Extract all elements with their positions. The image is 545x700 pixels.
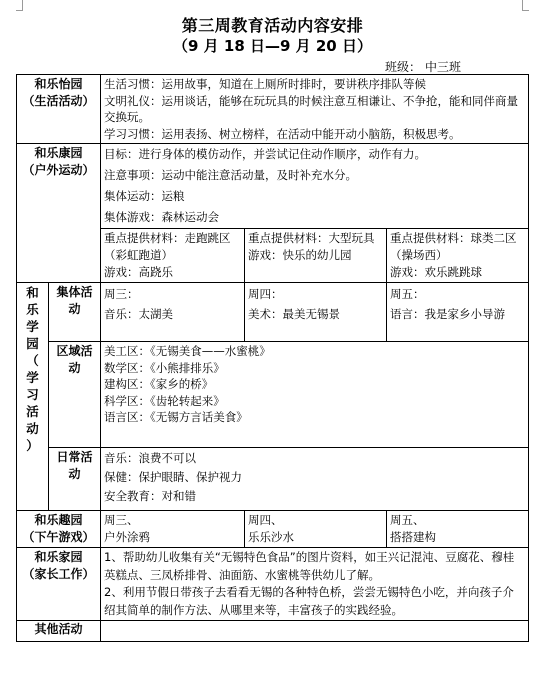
area-line: 数学区：《小熊排排乐》	[104, 360, 225, 375]
study-label-text	[20, 284, 45, 454]
study-label-char: （	[26, 353, 39, 368]
fun-day-cell: 周三、 户外涂鸦	[101, 511, 245, 548]
study-label-char: 学	[26, 319, 39, 334]
life-line: 文明礼仪：运用谈话，能够在玩玩具的时候注意互相谦让、不争抢，能和同伴商量交换玩。	[104, 93, 519, 124]
outdoor-line: 集体运动：运粮	[104, 189, 185, 203]
study-label-char: 活	[26, 404, 39, 419]
daily-line: 安全教育：对和错	[104, 489, 197, 503]
outdoor-line: 目标：进行身体的模仿动作，并尝试记住动作顺序，动作有力。	[104, 147, 427, 161]
page-corner-mark	[522, 0, 529, 11]
group-day-cell: 周五： 语言：我是家乡小导游	[387, 283, 529, 342]
fun-row	[17, 511, 529, 548]
area-line: 建构区：《家乡的桥》	[104, 377, 214, 391]
life-line: 生活习惯：运用故事，知道在上厕所时排时，要讲秩序排队等候	[104, 77, 427, 91]
study-label-char: 乐	[26, 302, 39, 317]
area-activity-label: 区域活动	[49, 342, 101, 448]
family-line: 2、利用节假日带孩子去看看无锡的各种特色桥，尝尝无锡特色小吃，并向孩子介绍其简单的制作方法、从哪里来等，丰富孩子的实践经验。	[104, 585, 514, 617]
date-range: （9 月 18 日—9 月 20 日）	[173, 37, 372, 55]
study-label-char: 动	[26, 421, 39, 436]
outdoor-label: 和乐康园 （户外运动）	[17, 144, 101, 283]
life-content	[101, 75, 529, 144]
area-line: 美工区：《无锡美食——水蜜桃》	[104, 344, 271, 358]
schedule-table	[16, 74, 529, 642]
area-line: 科学区：《齿轮转起来》	[104, 393, 225, 408]
daily-activity-content	[101, 448, 529, 511]
area-line: 语言区：《无锡方言话美食》	[104, 410, 248, 424]
study-label-char: 习	[26, 387, 39, 402]
other-content	[101, 621, 529, 642]
family-label: 和乐家园 （家长工作）	[17, 548, 101, 621]
other-row	[17, 621, 529, 642]
fun-day-cell: 周四、 乐乐沙水	[245, 511, 387, 548]
study-label-char: 学	[26, 370, 39, 385]
class-name: 中三班	[425, 60, 462, 74]
other-label: 其他活动	[17, 621, 101, 642]
outdoor-material-cell: 重点提供材料：走跑跳区（彩虹跑道） 游戏：高跷乐	[101, 229, 245, 283]
study-label-char: 园	[26, 336, 39, 351]
outdoor-material-cell: 重点提供材料：球类二区（操场西） 游戏：欢乐跳跳球	[387, 229, 529, 283]
daily-activity-row	[17, 448, 529, 511]
daily-line: 保健：保护眼睛、保护视力	[104, 470, 243, 484]
life-line: 学习习惯：运用表扬、树立榜样，在活动中能开动小脑筋，积极思考。	[104, 126, 461, 141]
class-label: 班级：	[385, 60, 422, 74]
class-info	[385, 58, 465, 75]
family-line: 1、帮助幼儿收集有关“无锡特色食品”的图片资料，如王兴记混沌、豆腐花、穆桂英糕点、三凤桥排骨、油面筋、水蜜桃等供幼儿了解。	[104, 550, 515, 582]
family-content	[101, 548, 529, 621]
fun-label: 和乐趣园 （下午游戏）	[17, 511, 101, 548]
group-day-cell: 周四： 美术：最美无锡景	[245, 283, 387, 342]
study-label-char: ）	[26, 438, 39, 453]
group-activity-row	[17, 283, 529, 342]
area-activity-content	[101, 342, 529, 448]
study-label-char: 和	[26, 285, 39, 300]
group-day-cell: 周三： 音乐：太湖美	[101, 283, 245, 342]
outdoor-material-cell: 重点提供材料：大型玩具 游戏：快乐的幼儿园	[245, 229, 387, 283]
group-activity-label: 集体活动	[49, 283, 101, 342]
area-activity-row	[17, 342, 529, 448]
page-corner-mark	[16, 0, 23, 11]
family-row	[17, 548, 529, 621]
outdoor-row	[17, 144, 529, 229]
life-label: 和乐怡园 （生活活动）	[17, 75, 101, 144]
study-label	[17, 283, 49, 511]
outdoor-content	[101, 144, 529, 229]
fun-day-cell: 周五、 搭搭建构	[387, 511, 529, 548]
page-title: 第三周教育活动内容安排	[181, 16, 364, 35]
outdoor-line: 注意事项：运动中能注意活动量，及时补充水分。	[104, 168, 358, 182]
daily-activity-label: 日常活动	[49, 448, 101, 511]
life-row	[17, 75, 529, 144]
outdoor-line: 集体游戏：森林运动会	[104, 210, 220, 224]
daily-line: 音乐：浪费不可以	[104, 451, 197, 465]
